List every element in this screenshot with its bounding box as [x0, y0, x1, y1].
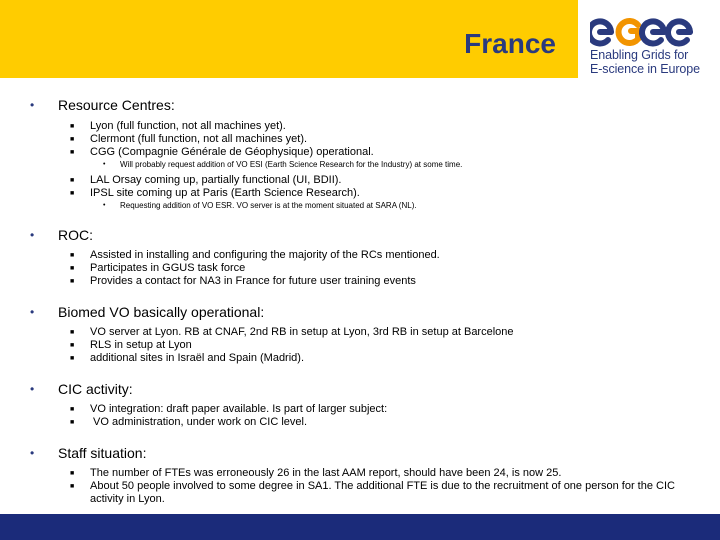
- section-cic-activity: [30, 380, 700, 429]
- bullet-icon: ■: [70, 329, 75, 336]
- bullet-icon: ■: [70, 470, 75, 477]
- bullet-icon: ■: [70, 265, 75, 272]
- list-item: ■ Assisted in installing and configuring the majority of the RCs mentioned.: [70, 249, 440, 261]
- list-item: ■ Provides a contact for NA3 in France for future user training events: [70, 275, 416, 287]
- bullet-icon: ■: [70, 149, 75, 156]
- bullet-icon: ■: [70, 342, 75, 349]
- bullet-icon: •: [103, 202, 106, 209]
- list-item: ■ CGG (Compagnie Générale de Géophysique) operational.: [70, 146, 374, 158]
- bullet-icon: ■: [70, 406, 75, 413]
- list-item: ■ VO integration: draft paper available. Is part of larger subject:: [70, 403, 388, 415]
- egee-logo: [590, 14, 710, 84]
- bullet-icon: ■: [70, 355, 75, 362]
- slide-title: France: [464, 28, 556, 59]
- logo-tagline-1: Enabling Grids for: [590, 48, 689, 62]
- section-staff-situation: [30, 444, 700, 506]
- footer-bar: [0, 514, 720, 540]
- bullet-icon: ■: [70, 190, 75, 197]
- egee-logo-mark: [590, 14, 710, 48]
- section-heading: • CIC activity:: [30, 381, 133, 397]
- bullet-icon: ■: [70, 177, 75, 184]
- list-item: ■ IPSL site coming up at Paris (Earth Science Research).: [70, 187, 360, 199]
- list-item: ■ The number of FTEs was erroneously 26 in the last AAM report, should have been 24, is now 25.: [70, 467, 562, 479]
- section-heading: • ROC:: [30, 227, 93, 243]
- list-item: ■ Participates in GGUS task force: [70, 262, 246, 274]
- logo-tagline-2: E-science in Europe: [590, 62, 700, 76]
- list-item: ■ additional sites in Israël and Spain (Madrid).: [70, 352, 305, 364]
- bullet-icon: •: [30, 228, 35, 242]
- sub-list-item: • Will probably request addition of VO ESI (Earth Science Research for the Industry) at some time.: [103, 160, 463, 169]
- bullet-icon: ■: [70, 419, 75, 426]
- list-item: ■ VO server at Lyon. RB at CNAF, 2nd RB in setup at Lyon, 3rd RB in setup at Barcelone: [70, 326, 514, 338]
- list-item: ■ About 50 people involved to some degree in SA1. The additional FTE is due to the recruitment of one person for the CIC activity in Lyon.: [70, 480, 675, 505]
- section-biomed-vo: [30, 303, 700, 365]
- list-item: ■ Clermont (full function, not all machines yet).: [70, 133, 308, 145]
- bullet-icon: •: [30, 446, 35, 460]
- bullet-icon: •: [30, 382, 35, 396]
- bullet-icon: •: [30, 305, 35, 319]
- section-roc: [30, 226, 700, 288]
- section-heading: • Biomed VO basically operational:: [30, 304, 265, 320]
- bullet-icon: ■: [70, 123, 75, 130]
- list-item: ■ Lyon (full function, not all machines yet).: [70, 120, 286, 132]
- bullet-icon: ■: [70, 136, 75, 143]
- bullet-icon: ■: [70, 252, 75, 259]
- slide-content: [30, 96, 700, 506]
- bullet-icon: •: [103, 161, 106, 168]
- bullet-icon: ■: [70, 483, 75, 490]
- section-heading: • Resource Centres:: [30, 97, 175, 113]
- bullet-icon: •: [30, 98, 35, 112]
- section-heading: • Staff situation:: [30, 445, 147, 461]
- list-item: ■ LAL Orsay coming up, partially functional (UI, BDII).: [70, 174, 342, 186]
- section-resource-centres: [30, 96, 700, 212]
- list-item: ■ VO administration, under work on CIC level.: [70, 416, 308, 428]
- list-item: ■ RLS in setup at Lyon: [70, 339, 192, 351]
- bullet-icon: ■: [70, 278, 75, 285]
- sub-list-item: • Requesting addition of VO ESR. VO server is at the moment situated at SARA (NL).: [103, 201, 417, 210]
